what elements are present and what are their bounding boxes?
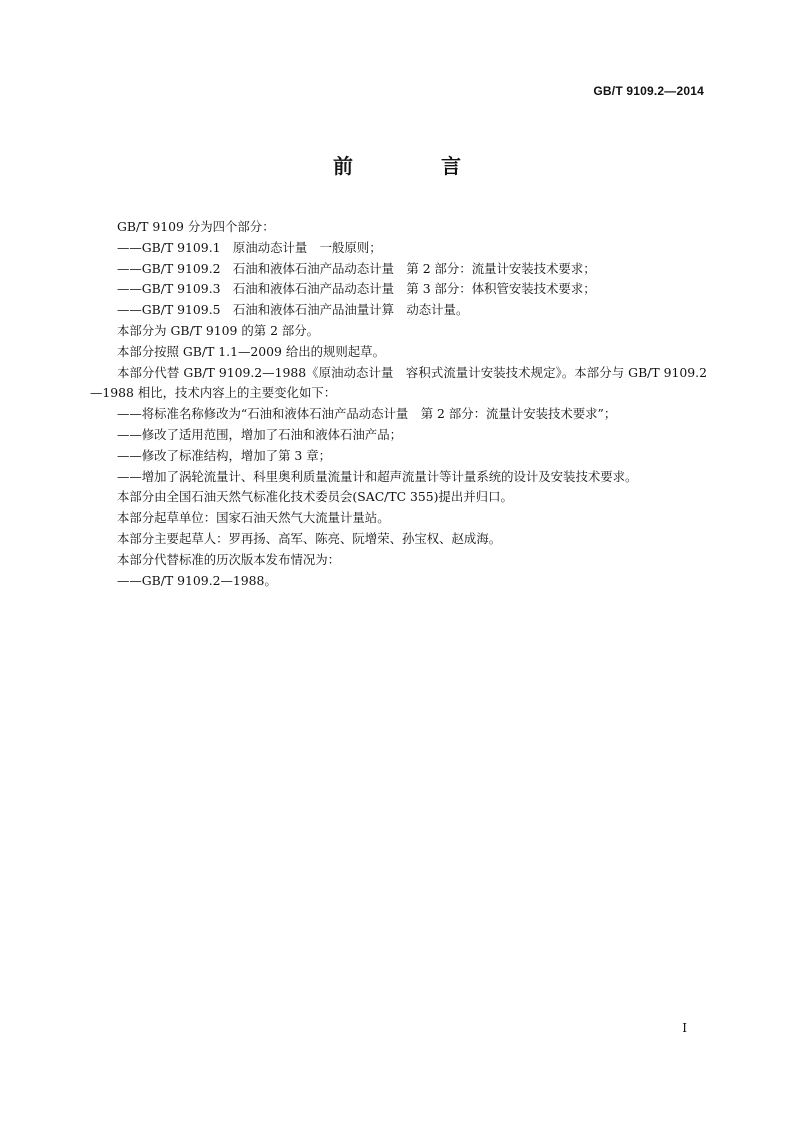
list-item: ——GB/T 9109.5 石油和液体石油产品油量计算 动态计量。 [117, 302, 469, 318]
list-item: ——修改了标准结构，增加了第 3 章； [117, 447, 332, 463]
paragraph: 本部分按照 GB/T 1.1—2009 给出的规则起草。 [117, 343, 385, 359]
paragraph: 本部分由全国石油天然气标准化技术委员会(SAC/TC 355)提出并归口。 [117, 489, 513, 505]
page-title: 前 言 [333, 154, 495, 178]
foreword-body [90, 217, 707, 591]
paragraph: GB/T 9109 分为四个部分： [117, 219, 275, 234]
standard-code: GB/T 9109.2—2014 [593, 84, 704, 98]
page-number: I [682, 1021, 687, 1035]
paragraph: 本部分代替 GB/T 9109.2—1988《原油动态计量 容积式流量计安装技术规定》。本部分与 GB/T 9109.2—1988 相比，技术内容上的主要变化如下： [90, 364, 707, 401]
list-item: ——将标准名称修改为“石油和液体石油产品动态计量 第 2 部分：流量计安装技术要求”； [117, 406, 617, 422]
list-item: ——GB/T 9109.1 原油动态计量 一般原则； [117, 239, 382, 255]
paragraph: 本部分主要起草人：罗再扬、高军、陈亮、阮增荣、孙宝权、赵成海。 [117, 530, 502, 546]
list-item: ——增加了涡轮流量计、科里奥利质量流量计和超声流量计等计量系统的设计及安装技术要求。 [117, 468, 638, 484]
list-item: ——修改了适用范围，增加了石油和液体石油产品； [117, 426, 402, 442]
paragraph: 本部分起草单位：国家石油天然气大流量计量站。 [117, 510, 390, 526]
paragraph: 本部分为 GB/T 9109 的第 2 部分。 [117, 322, 320, 338]
paragraph: 本部分代替标准的历次版本发布情况为： [117, 551, 341, 567]
list-item: ——GB/T 9109.2 石油和液体石油产品动态计量 第 2 部分：流量计安装技术要求； [117, 260, 596, 276]
list-item: ——GB/T 9109.3 石油和液体石油产品动态计量 第 3 部分：体积管安装技术要求； [117, 281, 596, 297]
list-item: ——GB/T 9109.2—1988。 [117, 572, 277, 588]
